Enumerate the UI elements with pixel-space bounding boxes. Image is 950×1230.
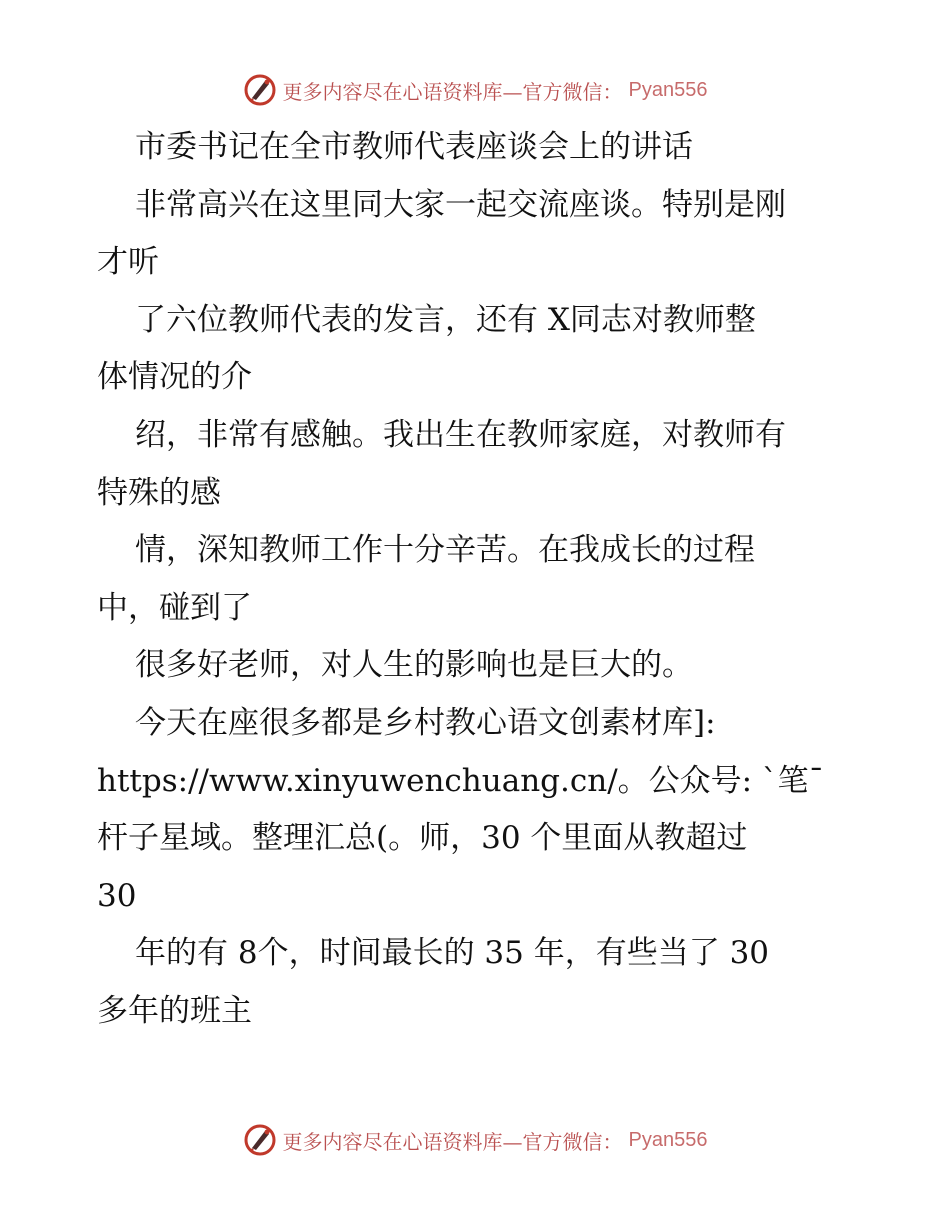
- text-line: 了六位教师代表的发言，还有 X同志对教师整: [135, 301, 756, 338]
- header-banner-text: 更多内容尽在心语资料库—官方微信：: [282, 79, 623, 104]
- quill-pen-logo-icon: [243, 1123, 277, 1157]
- text-line: 年的有 8个，时间最长的 35 年，有些当了 30: [135, 935, 770, 972]
- text-line: 才听: [97, 244, 159, 281]
- text-line: 非常高兴在这里同大家一起交流座谈。特别是刚: [135, 186, 786, 223]
- footer-banner: [0, 1120, 950, 1160]
- text-line: 多年的班主: [97, 992, 252, 1029]
- text-line: 杆子星域。整理汇总(。师，30 个里面从教超过: [97, 820, 748, 857]
- header-banner: [0, 70, 950, 110]
- text-line: 特殊的感: [97, 474, 221, 511]
- text-line: 中，碰到了: [97, 589, 252, 626]
- document-body: [97, 119, 857, 1041]
- text-line: 绍，非常有感触。我出生在教师家庭，对教师有: [135, 416, 786, 453]
- text-line-url: https://www.xinyuwenchuang.cn/。公众号: `笔¯: [97, 762, 824, 799]
- header-banner-wechat-id: Pyan556: [628, 78, 708, 101]
- document-title: 市委书记在全市教师代表座谈会上的讲话: [135, 129, 693, 165]
- text-line: 30: [97, 877, 137, 914]
- quill-pen-logo-icon: [243, 73, 277, 107]
- text-line: 体情况的介: [97, 359, 252, 396]
- text-line: 很多好老师，对人生的影响也是巨大的。: [135, 647, 693, 684]
- text-line: 今天在座很多都是乡村教心语文创素材库]:: [135, 704, 716, 741]
- text-line: 情，深知教师工作十分辛苦。在我成长的过程: [135, 532, 755, 569]
- footer-banner-text: 更多内容尽在心语资料库—官方微信：: [282, 1129, 623, 1154]
- footer-banner-wechat-id: Pyan556: [628, 1128, 708, 1151]
